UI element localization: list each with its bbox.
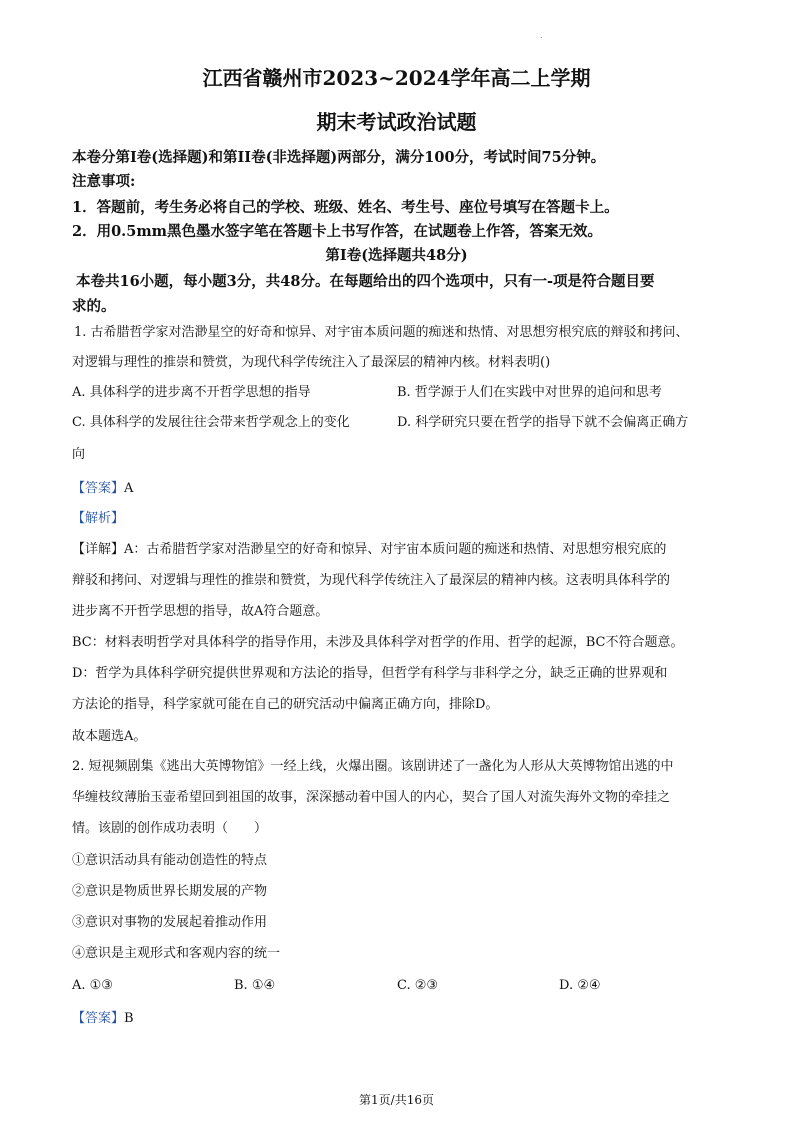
q1-option-c: C. 具体科学的发展往往会带来哲学观念上的变化 xyxy=(72,415,350,430)
q2-option-c: C. ②③ xyxy=(397,978,439,993)
q1-detail-line-6: 方法论的指导，科学家就可能在自己的研究活动中偏离正确方向，排除D。 xyxy=(72,697,499,712)
q1-detail-line-1: 【详解】A：古希腊哲学家对浩渺星空的好奇和惊异、对宇宙本质问题的痴迷和热情、对思想穷根究底的 xyxy=(72,542,667,557)
analysis-label: 【解析】 xyxy=(72,511,125,526)
note-1: 1．答题前，考生务必将自己的学校、班级、姓名、考生号、座位号填写在答题卡上。 xyxy=(72,199,619,216)
page-footer: 第1页/共16页 xyxy=(359,1093,434,1107)
page-title: 江西省赣州市2023~2024学年高二上学期 xyxy=(202,66,591,90)
q2-item-4: ④意识是主观形式和客观内容的统一 xyxy=(72,946,281,961)
q2-item-3: ③意识对事物的发展起着推动作用 xyxy=(72,915,268,930)
detail-label: 【详解】 xyxy=(72,542,125,557)
q2-item-1: ①意识活动具有能动创造性的特点 xyxy=(72,853,268,868)
q1-detail-line-2: 辩驳和拷问、对逻辑与理性的推崇和赞赏，为现代科学传统注入了最深层的精神内核。这表明具体科学的 xyxy=(72,573,671,588)
q2-stem-line-1: 2. 短视频剧集《逃出大英博物馆》一经上线，火爆出圈。该剧讲述了一盏化为人形从大英博物馆出逃的中 xyxy=(72,759,674,774)
q1-detail-line-5: D：哲学为具体科学研究提供世界观和方法论的指导，但哲学有科学与非科学之分，缺乏正确的世界观和 xyxy=(72,666,668,681)
q1-detail-line-4: BC：材料表明哲学对具体科学的指导作用，未涉及具体科学对哲学的作用、哲学的起源，BC不符合题意。 xyxy=(72,635,684,650)
q2-stem-line-3: 情。该剧的创作成功表明（ ） xyxy=(72,821,268,836)
instructions-line-1: 本卷共16小题，每小题3分，共48分。在每题给出的四个选项中，只有一-项是符合题目要 xyxy=(76,273,655,290)
section-title: 第Ⅰ卷(选择题共48分) xyxy=(325,247,468,264)
q1-stem-line-2: 对逻辑与理性的推崇和赞赏，为现代科学传统注入了最深层的精神内核。材料表明() xyxy=(72,355,551,370)
q1-answer xyxy=(72,480,133,498)
q1-option-d-cont: 向 xyxy=(72,447,86,462)
q2-stem-line-2: 华缠枝纹薄胎玉壶希望回到祖国的故事，深深撼动着中国人的内心，契合了国人对流失海外文物的牵挂之 xyxy=(72,790,671,805)
q1-option-a: A. 具体科学的进步离不开哲学思想的指导 xyxy=(72,385,311,400)
page-subtitle: 期末考试政治试题 xyxy=(316,110,477,134)
q2-option-a: A. ①③ xyxy=(72,978,113,993)
answer-label: 【答案】 xyxy=(72,1011,125,1026)
page-mark: . xyxy=(540,31,543,40)
q2-item-2: ②意识是物质世界长期发展的产物 xyxy=(72,884,268,899)
q2-option-b: B. ①④ xyxy=(234,978,276,993)
q1-conclusion: 故本题选A。 xyxy=(72,729,147,744)
answer-value: A xyxy=(124,481,134,496)
q2-answer xyxy=(72,1010,134,1028)
note-2: 2．用0.5mm黑色墨水签字笔在答题卡上书写作答，在试题卷上作答，答案无效。 xyxy=(72,223,602,240)
q1-option-d: D. 科学研究只要在哲学的指导下就不会偏离正确方 xyxy=(397,415,689,430)
q2-option-d: D. ②④ xyxy=(559,978,601,993)
exam-info: 本卷分第Ⅰ卷(选择题)和第II卷(非选择题)两部分，满分100分，考试时间75分钟。 xyxy=(72,149,606,166)
q1-option-b: B. 哲学源于人们在实践中对世界的追问和思考 xyxy=(397,385,662,400)
notes-label: 注意事项: xyxy=(72,173,136,190)
answer-label: 【答案】 xyxy=(72,481,125,496)
answer-value: B xyxy=(124,1011,134,1026)
q1-stem-line-1: 1. 古希腊哲学家对浩渺星空的好奇和惊异、对宇宙本质问题的痴迷和热情、对思想穷根究底的辩驳和拷问、 xyxy=(74,325,689,340)
instructions-line-2: 求的。 xyxy=(72,298,116,315)
q1-detail-line-3: 进步离不开哲学思想的指导，故A符合题意。 xyxy=(72,604,329,619)
